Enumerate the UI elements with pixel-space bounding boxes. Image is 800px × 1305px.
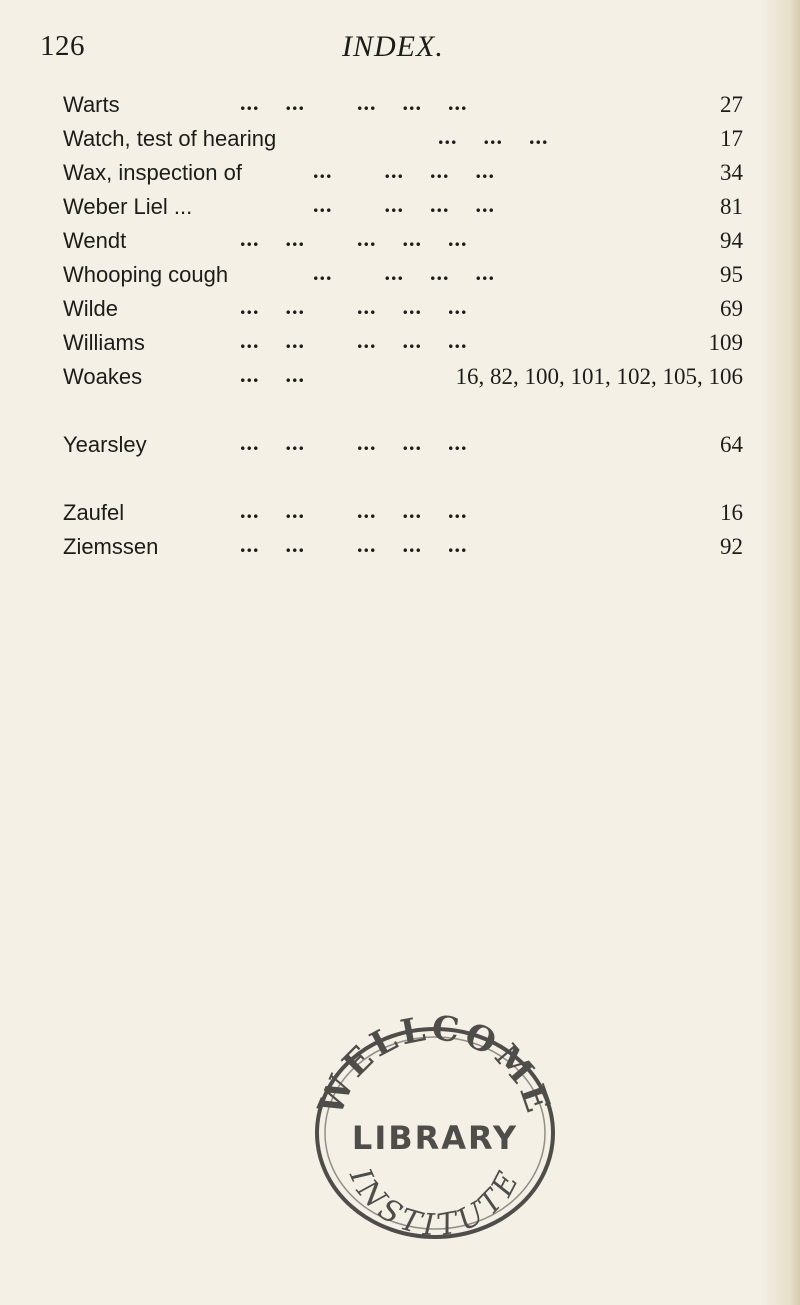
letter-gap <box>63 462 743 496</box>
entry-term: Zaufel <box>63 500 125 525</box>
entry-term: Watch, test of hearing <box>63 126 277 151</box>
index-entry-wilde <box>63 292 743 326</box>
index-entry-wendt <box>63 224 743 258</box>
index-entries <box>63 88 743 564</box>
entry-term: Whooping cough <box>63 262 229 287</box>
dot-leader: ... ... ... ... <box>313 260 495 285</box>
dot-leader: ... ... ... ... ... <box>240 226 468 251</box>
entry-pages: 34 <box>720 160 743 185</box>
index-entry-warts <box>63 88 743 122</box>
running-title: INDEX. <box>342 30 444 63</box>
dot-leader: ... ... ... ... ... <box>240 90 468 115</box>
entry-term: Weber Liel ... <box>63 194 193 219</box>
dot-leader: ... ... <box>240 362 305 387</box>
dot-leader: ... ... ... ... ... <box>240 294 468 319</box>
entry-pages: 94 <box>720 228 743 253</box>
entry-pages: 16, 82, 100, 101, 102, 105, 106 <box>455 364 743 389</box>
letter-gap <box>63 394 743 428</box>
dot-leader: ... ... ... ... ... <box>240 498 468 523</box>
dot-leader: ... ... ... ... ... <box>240 328 468 353</box>
entry-term: Warts <box>63 92 120 117</box>
library-stamp-graphic <box>300 1015 570 1245</box>
dot-leader: ... ... ... ... <box>313 158 495 183</box>
dot-leader: ... ... ... ... ... <box>240 532 468 557</box>
index-entry-watch <box>63 122 743 156</box>
entry-term: Wendt <box>63 228 127 253</box>
entry-pages: 92 <box>720 534 743 559</box>
entry-term: Williams <box>63 330 145 355</box>
entry-term: Woakes <box>63 364 143 389</box>
entry-term: Wilde <box>63 296 119 321</box>
entry-pages: 95 <box>720 262 743 287</box>
entry-pages: 64 <box>720 432 743 457</box>
library-stamp <box>300 1015 570 1245</box>
index-entry-yearsley <box>63 428 743 462</box>
entry-pages: 16 <box>720 500 743 525</box>
index-entry-ziemssen <box>63 530 743 564</box>
stamp-middle-text: LIBRARY <box>351 1119 519 1157</box>
entry-pages: 17 <box>720 126 743 151</box>
index-entry-williams <box>63 326 743 360</box>
entry-pages: 81 <box>720 194 743 219</box>
stamp-top-text: WELLCOME <box>310 1015 559 1121</box>
running-head <box>40 30 760 70</box>
index-entry-woakes <box>63 360 743 394</box>
entry-term: Wax, inspection of <box>63 160 242 185</box>
entry-pages: 69 <box>720 296 743 321</box>
index-entry-whooping-cough <box>63 258 743 292</box>
index-entry-wax <box>63 156 743 190</box>
entry-term: Ziemssen <box>63 534 159 559</box>
index-entry-weber-liel <box>63 190 743 224</box>
entry-pages: 27 <box>720 92 743 117</box>
dot-leader: ... ... ... <box>438 124 549 149</box>
page-number: 126 <box>40 30 85 62</box>
entry-pages: 109 <box>708 330 743 355</box>
entry-term: Yearsley <box>63 432 147 457</box>
index-entry-zaufel <box>63 496 743 530</box>
dot-leader: ... ... ... ... ... <box>240 430 468 455</box>
dot-leader: ... ... ... ... <box>313 192 495 217</box>
stamp-bottom-text: INSTITUTE <box>342 1162 529 1244</box>
